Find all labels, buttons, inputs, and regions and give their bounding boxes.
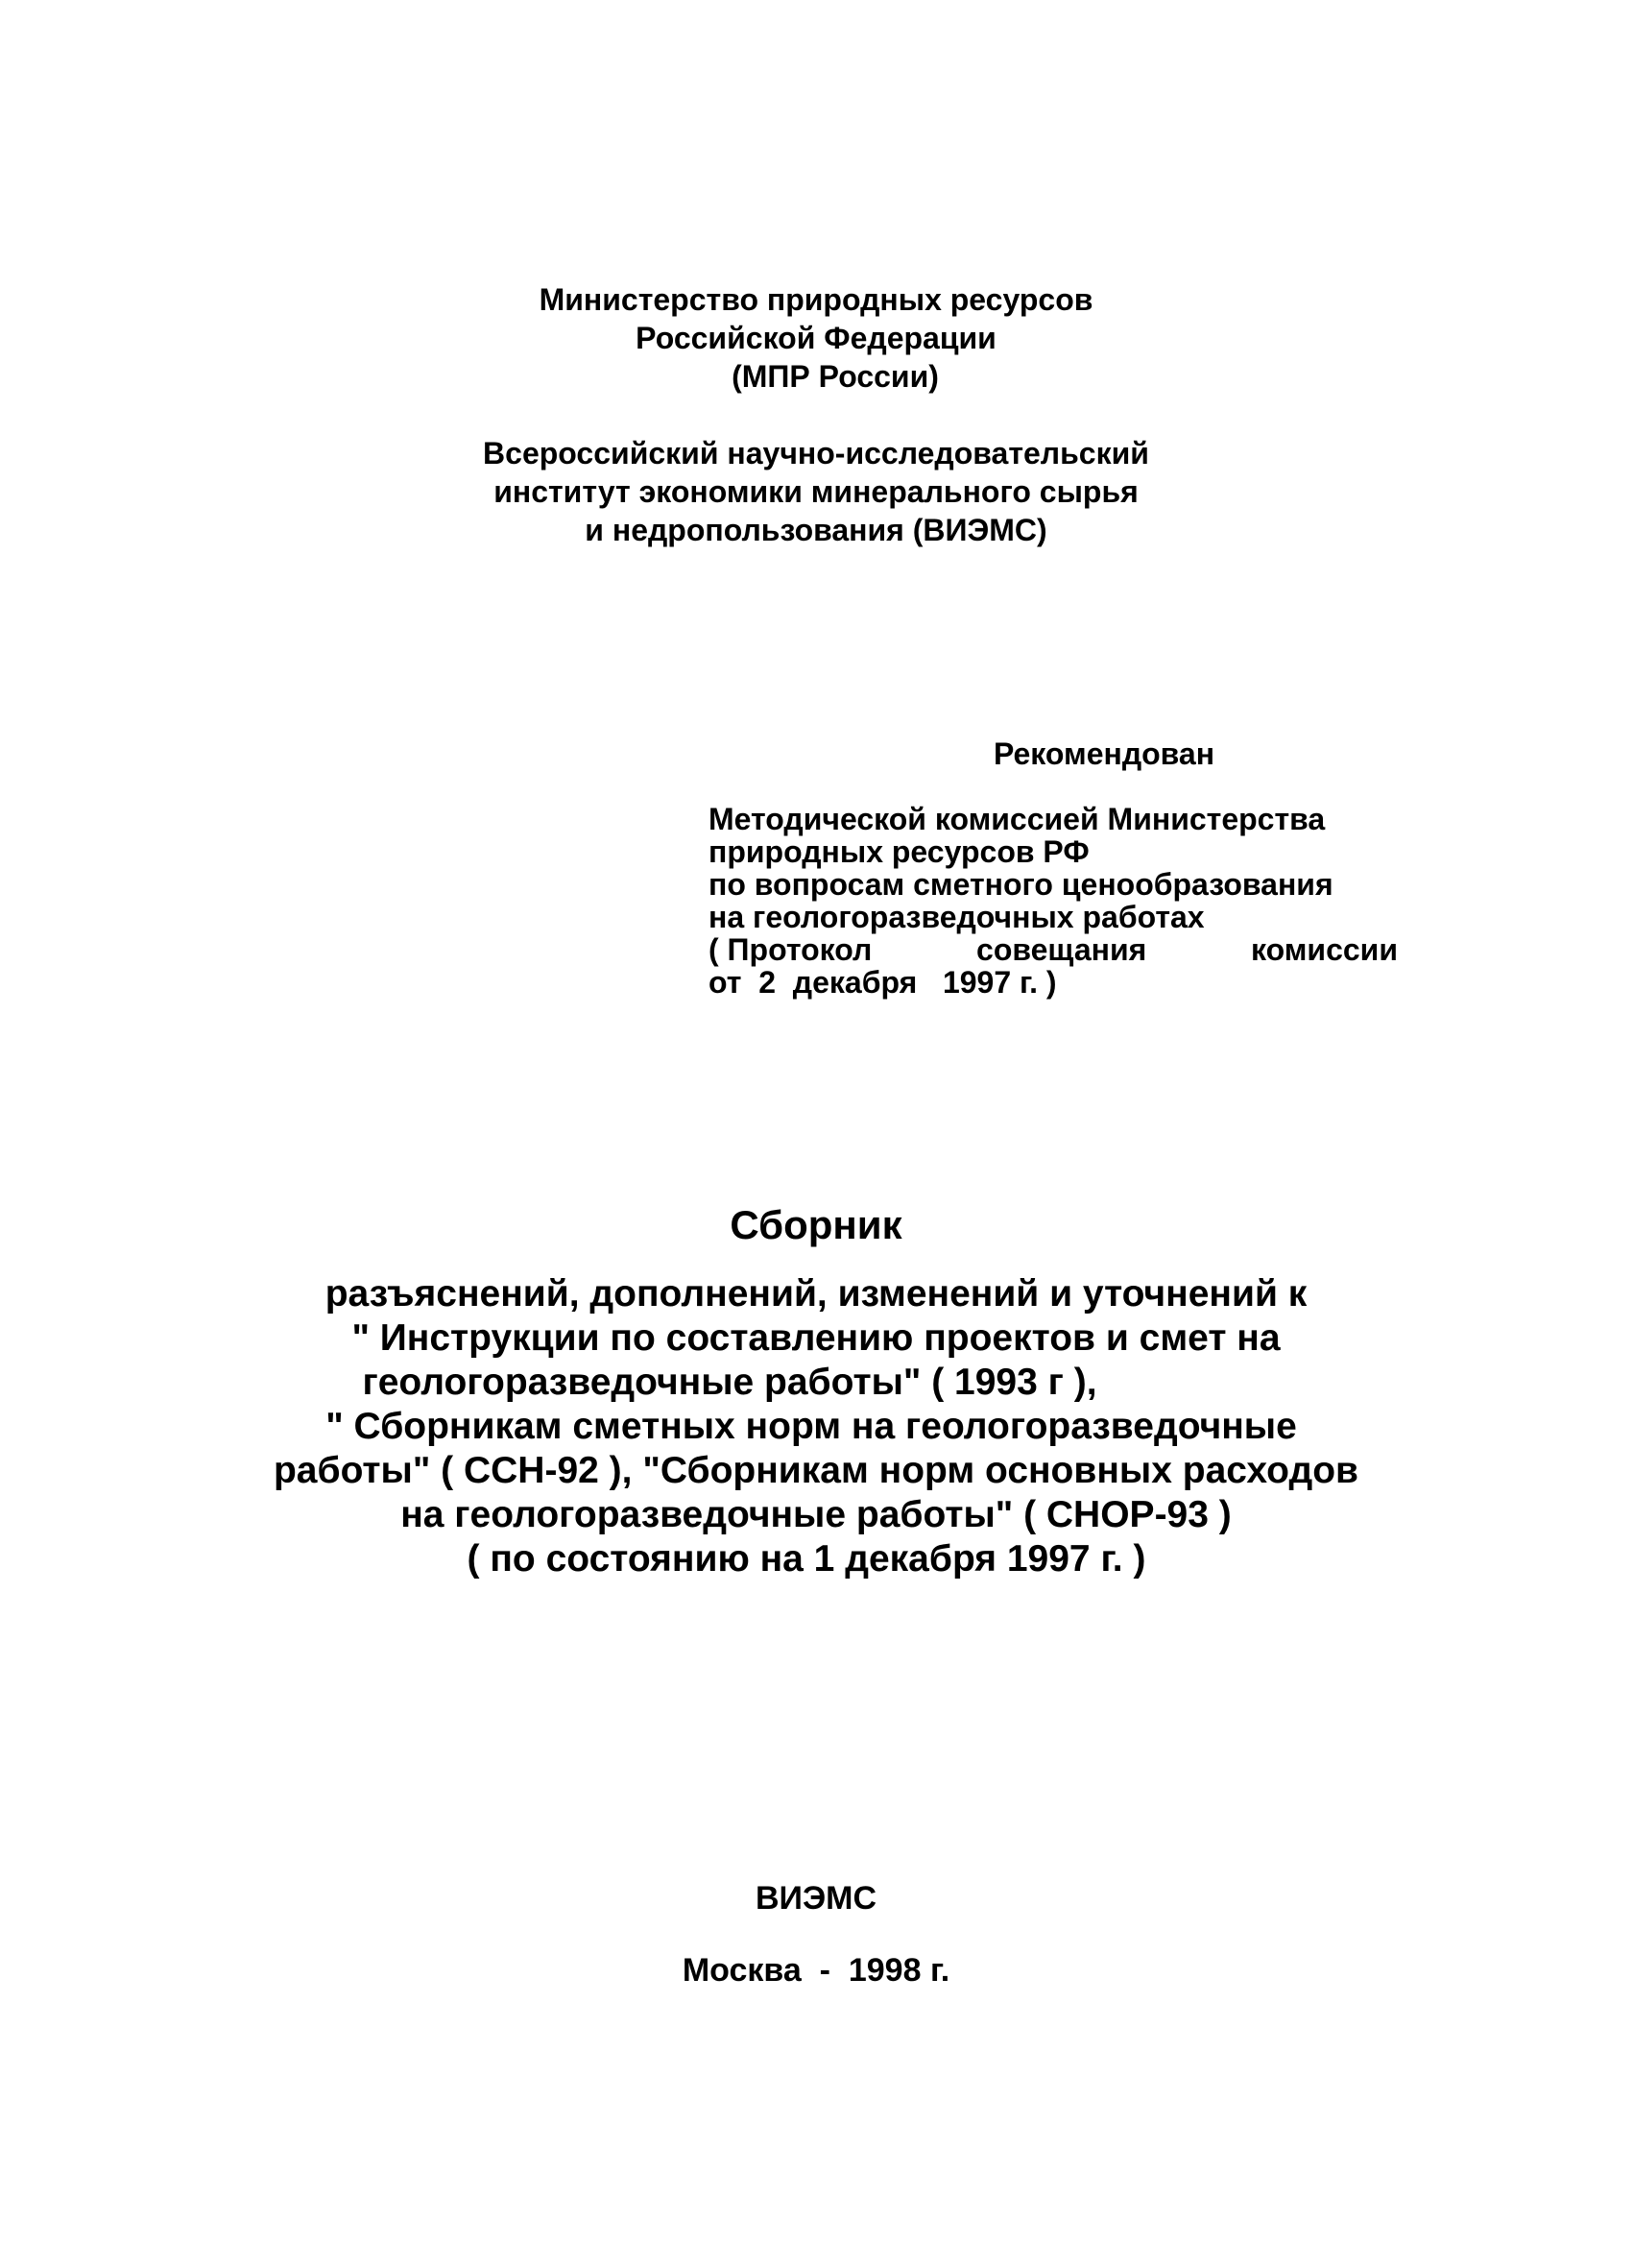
subtitle-line: " Сборникам сметных норм на геологоразведочные [325,1406,1297,1447]
protocol-word: ( Протокол [708,932,873,967]
recommendation-line: Методической комиссией Министерства [708,802,1326,836]
subtitle-line: геологоразведочные работы" ( 1993 г ), [362,1362,1097,1403]
subtitle-line: разъяснений, дополнений, изменений и уточнений к [324,1273,1308,1315]
protocol-line [708,933,1398,966]
publication-place-year: Москва - 1998 г. [682,1952,950,1989]
subtitle-line: работы" ( ССН-92 ), "Сборникам норм основных расходов [273,1450,1359,1491]
protocol-date-line: от 2 декабря 1997 г. ) [708,965,1057,1000]
protocol-word: совещания [976,932,1147,967]
subtitle-line: на геологоразведочные работы" ( СНОР-93 ) [400,1494,1232,1535]
collection-title: Сборник [730,1202,902,1247]
recommendation-title: Рекомендован [993,736,1215,771]
ministry-line: Российской Федерации [636,321,997,355]
ministry-abbreviation: (МПР России) [732,359,939,394]
institute-line: Всероссийский научно-исследовательский [483,436,1149,470]
protocol-word: комиссии [1251,932,1398,967]
collection-subtitle [245,1272,1387,1581]
publisher-name: ВИЭМС [755,1880,877,1917]
subtitle-line: " Инструкции по составлению проектов и смет на [351,1317,1281,1359]
recommendation-line: природных ресурсов РФ [708,834,1090,869]
institute-line: и недропользования (ВИЭМС) [585,513,1047,547]
recommendation-line: по вопросам сметного ценообразования [708,867,1333,902]
ministry-header [336,280,1296,396]
subtitle-line: ( по состоянию на 1 декабря 1997 г. ) [467,1538,1146,1580]
ministry-line: Министерство природных ресурсов [539,282,1093,317]
institute-header [336,434,1296,549]
institute-line: институт экономики минерального сырья [493,474,1139,509]
recommendation-line: на геологоразведочных работах [708,900,1205,934]
recommendation-body [708,803,1400,999]
